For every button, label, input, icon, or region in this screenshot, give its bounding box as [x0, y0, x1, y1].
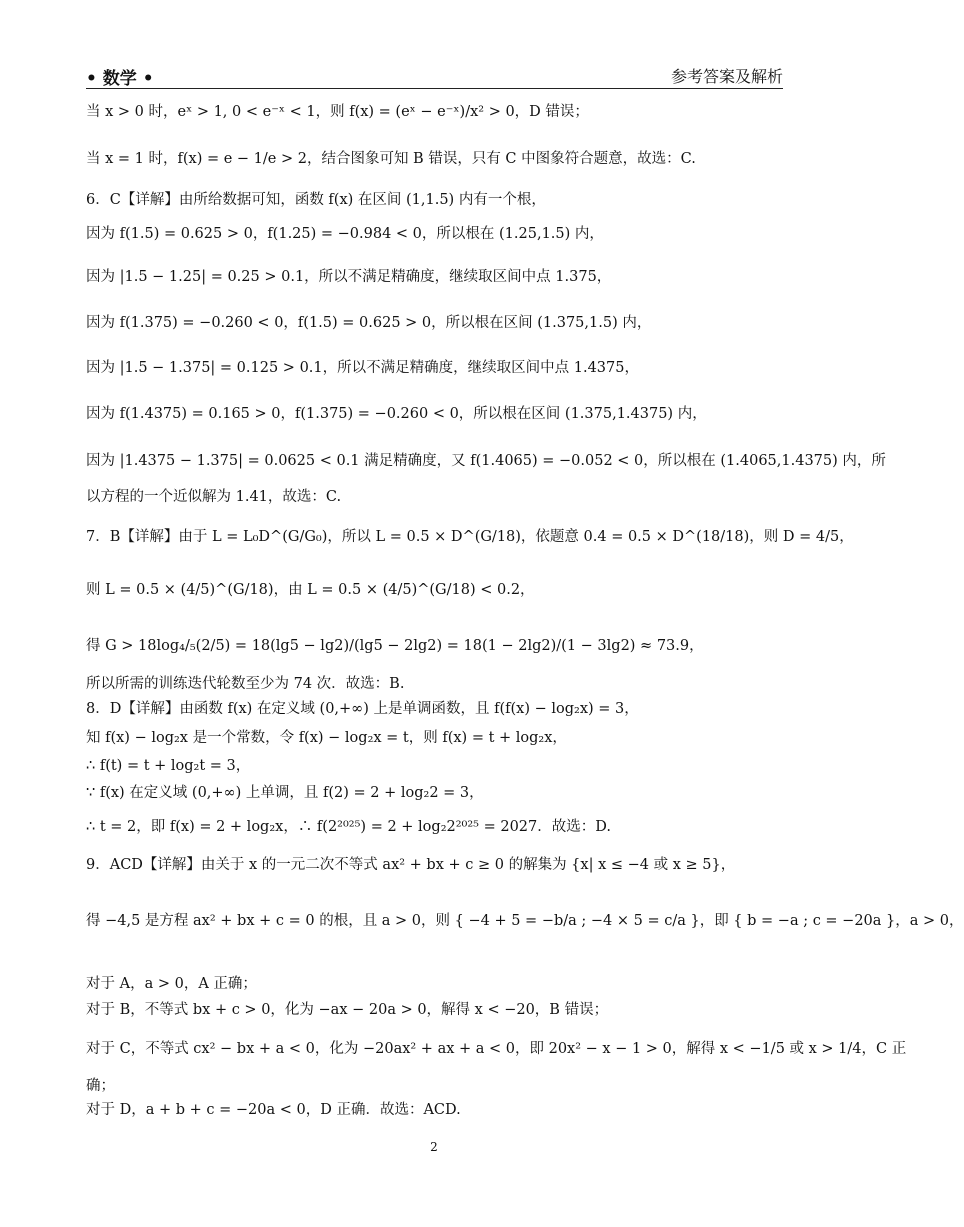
text-line: 确；: [86, 1078, 115, 1094]
page-header: [86, 62, 783, 89]
text-line: 因为 f(1.5) = 0.625 > 0，f(1.25) = −0.984 < 0，所以根在 (1.25,1.5) 内，: [86, 226, 604, 242]
header-subject: • 数学 •: [86, 69, 154, 89]
text-line: 得 −4,5 是方程 ax² + bx + c = 0 的根，且 a > 0，则 { −4 + 5 = −b/a ; −4 × 5 = c/a }，即 { b = −a ; c = −20a }，a > 0，: [86, 913, 964, 929]
text-line: 因为 |1.5 − 1.375| = 0.125 > 0.1，所以不满足精确度，继续取区间中点 1.4375，: [86, 360, 639, 376]
text-line: 因为 |1.5 − 1.25| = 0.25 > 0.1，所以不满足精确度，继续取区间中点 1.375，: [86, 269, 612, 285]
text-line: 因为 |1.4375 − 1.375| = 0.0625 < 0.1 满足精确度，又 f(1.4065) = −0.052 < 0，所以根在 (1.4065,1.4375) 内，所: [86, 453, 886, 469]
text-line: 对于 D，a + b + c = −20a < 0，D 正确．故选：ACD.: [86, 1102, 461, 1118]
header-title: 参考答案及解析: [670, 67, 783, 86]
text-line: 6．C【详解】由所给数据可知，函数 f(x) 在区间 (1,1.5) 内有一个根，: [86, 192, 546, 208]
text-line: 则 L = 0.5 × (4/5)^(G/18)，由 L = 0.5 × (4/5)^(G/18) < 0.2，: [86, 582, 535, 598]
text-line: 得 G > 18log₄/₅(2/5) = 18(lg5 − lg2)/(lg5 − 2lg2) = 18(1 − 2lg2)/(1 − 3lg2) ≈ 73.9，: [86, 638, 704, 654]
text-line: 当 x > 0 时，eˣ > 1, 0 < e⁻ˣ < 1，则 f(x) = (eˣ − e⁻ˣ)/x² > 0，D 错误；: [86, 104, 589, 120]
text-line: 对于 B，不等式 bx + c > 0，化为 −ax − 20a > 0，解得 x < −20，B 错误；: [86, 1002, 609, 1018]
text-line: 7．B【详解】由于 L = L₀D^(G/G₀)，所以 L = 0.5 × D^(G/18)，依题意 0.4 = 0.5 × D^(18/18)，则 D = 4/5，: [86, 529, 854, 545]
text-line: 以方程的一个近似解为 1.41，故选：C.: [86, 489, 342, 505]
text-line: 知 f(x) − log₂x 是一个常数，令 f(x) − log₂x = t，则 f(x) = t + log₂x，: [86, 730, 567, 746]
text-line: 所以所需的训练迭代轮数至少为 74 次．故选：B.: [86, 676, 405, 692]
text-line: 当 x = 1 时，f(x) = e − 1/e > 2，结合图象可知 B 错误，只有 C 中图象符合题意，故选：C.: [86, 151, 696, 167]
text-line: ∴ t = 2，即 f(x) = 2 + log₂x，∴ f(2²⁰²⁵) = 2 + log₂2²⁰²⁵ = 2027．故选：D.: [86, 819, 611, 835]
text-line: 对于 A，a > 0，A 正确；: [86, 976, 257, 992]
text-line: 8．D【详解】由函数 f(x) 在定义域 (0,+∞) 上是单调函数，且 f(f(x) − log₂x) = 3，: [86, 701, 639, 717]
text-line: 对于 C，不等式 cx² − bx + a < 0，化为 −20ax² + ax + a < 0，即 20x² − x − 1 > 0，解得 x < −1/5 或 x > 1/4，C 正: [86, 1041, 907, 1057]
page-number: 2: [430, 1140, 438, 1154]
text-line: 因为 f(1.4375) = 0.165 > 0，f(1.375) = −0.260 < 0，所以根在区间 (1.375,1.4375) 内，: [86, 406, 707, 422]
text-line: ∴ f(t) = t + log₂t = 3，: [86, 758, 251, 774]
text-line: 9．ACD【详解】由关于 x 的一元二次不等式 ax² + bx + c ≥ 0 的解集为 {x| x ≤ −4 或 x ≥ 5}，: [86, 857, 736, 873]
text-line: 因为 f(1.375) = −0.260 < 0，f(1.5) = 0.625 > 0，所以根在区间 (1.375,1.5) 内，: [86, 315, 652, 331]
text-line: ∵ f(x) 在定义域 (0,+∞) 上单调，且 f(2) = 2 + log₂2 = 3，: [86, 785, 484, 801]
